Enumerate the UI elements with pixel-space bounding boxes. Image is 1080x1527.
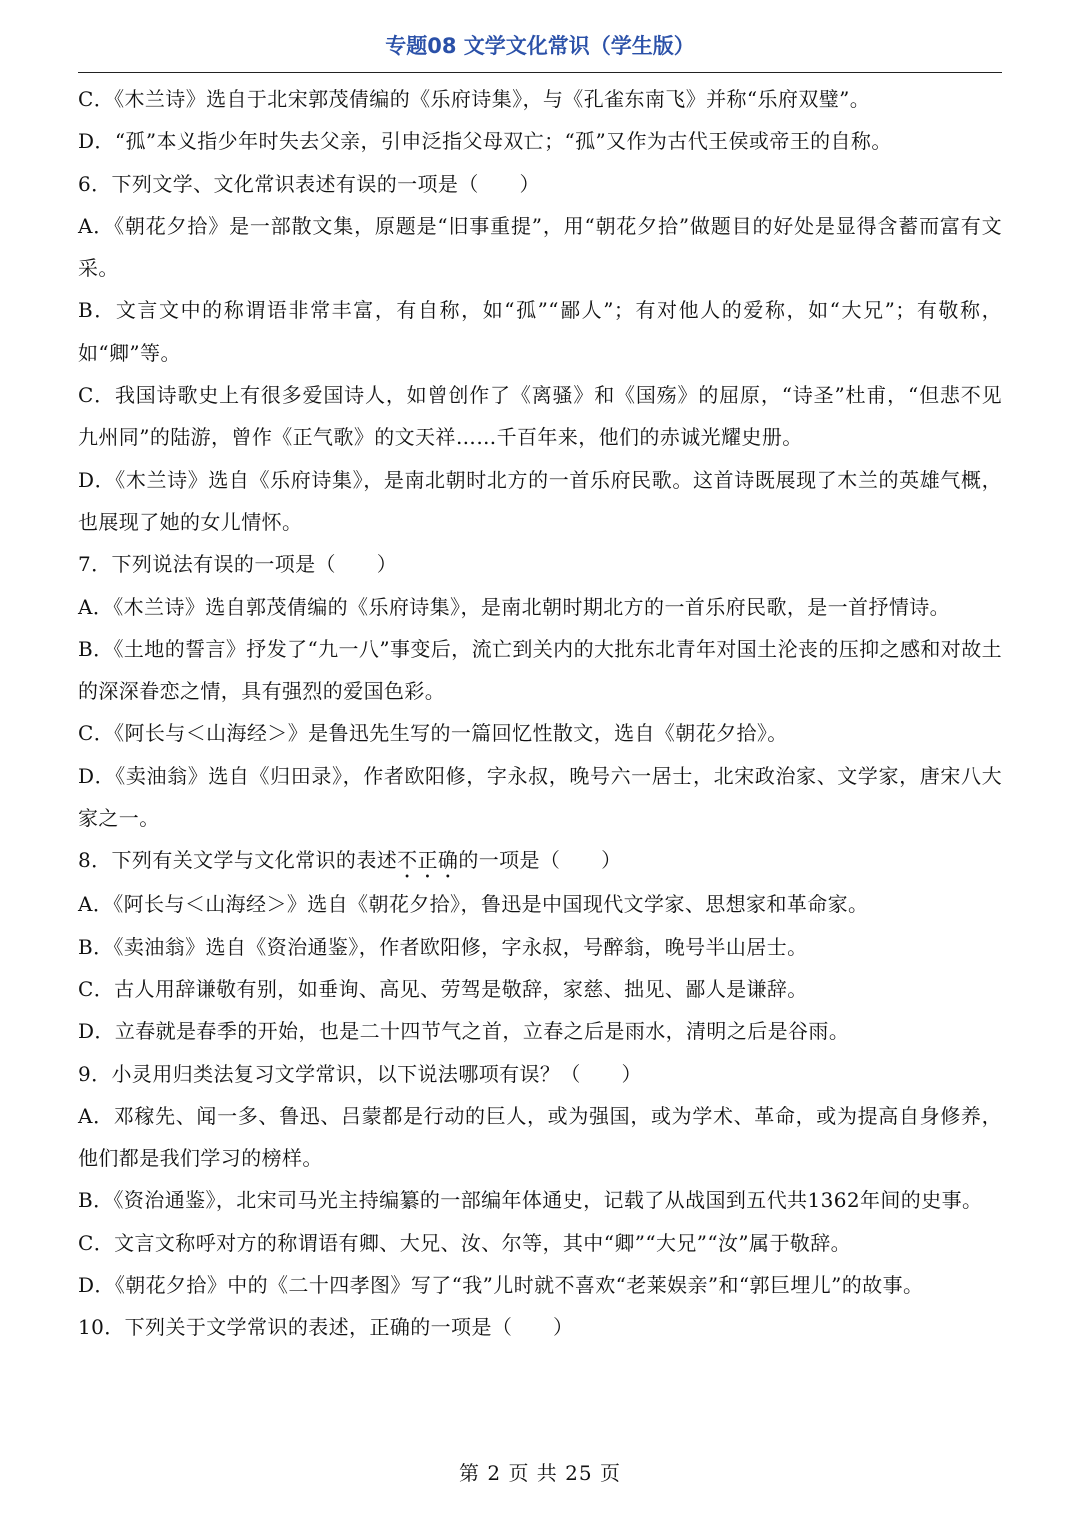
q8-option-b: B．《卖油翁》选自《资治通鉴》，作者欧阳修，字永叔，号醉翁，晚号半山居士。 (78, 934, 808, 959)
q9-option-a: A．邓稼先、闻一多、鲁迅、吕蒙都是行动的巨人，或为强国，或为学术、革命，或为提高自身修养，他们都是我们学习的榜样。 (78, 1103, 1002, 1171)
question-content (78, 78, 1002, 1349)
q9-option-d: D．《朝花夕拾》中的《二十四孝图》写了“我”儿时就不喜欢“老莱娱亲”和“郭巨埋儿”的故事。 (78, 1273, 924, 1298)
q7-option-a: A．《木兰诗》选自郭茂倩编的《乐府诗集》，是南北朝时期北方的一首乐府民歌，是一首抒情诗。 (78, 594, 951, 619)
q6-option-b: B．文言文中的称谓语非常丰富，有自称，如“孤”“鄙人”；有对他人的爱称，如“大兄”；有敬称，如“卿”等。 (78, 298, 1002, 365)
page-header-title: 专题08 文学文化常识（学生版） (385, 34, 695, 58)
q7-option-c: C．《阿长与＜山海经＞》是鲁迅先生写的一篇回忆性散文，选自《朝花夕拾》。 (78, 721, 788, 746)
header-rule (78, 72, 1002, 73)
q8-option-c: C．古人用辞谦敬有别，如垂询、高见、劳驾是敬辞，家慈、拙见、鄙人是谦辞。 (78, 976, 808, 1001)
question-6-stem: 6．下列文学、文化常识表述有误的一项是（ ） (78, 171, 540, 196)
question-8-stem (78, 839, 1002, 883)
question-10-stem: 10．下列关于文学常识的表述，正确的一项是（ ） (78, 1315, 574, 1340)
q8-option-a: A．《阿长与＜山海经＞》选自《朝花夕拾》，鲁迅是中国现代文学家、思想家和革命家。 (78, 892, 869, 917)
question-9-stem: 9．小灵用归类法复习文学常识，以下说法哪项有误？（ ） (78, 1061, 642, 1086)
q6-option-c: C．我国诗歌史上有很多爱国诗人，如曾创作了《离骚》和《国殇》的屈原，“诗圣”杜甫，“但悲不见九州同”的陆游，曾作《正气歌》的文天祥……千百年来，他们的赤诚光耀史册。 (78, 383, 1002, 450)
option-c-line: C．《木兰诗》选自于北宋郭茂倩编的《乐府诗集》，与《孔雀东南飞》并称“乐府双璧”。 (78, 87, 871, 111)
q9-option-b: B．《资治通鉴》，北宋司马光主持编纂的一部编年体通史，记载了从战国到五代共1362年间的史事。 (78, 1188, 983, 1213)
page-number: 第 2 页 共 25 页 (459, 1461, 621, 1485)
q8-emphasis-text: 不正确 (397, 848, 459, 873)
q8-option-d: D．立春就是春季的开始，也是二十四节气之首，立春之后是雨水，清明之后是谷雨。 (78, 1019, 850, 1044)
q6-option-d: D．《木兰诗》选自《乐府诗集》，是南北朝时北方的一首乐府民歌。这首诗既展现了木兰的英雄气概，也展现了她的女儿情怀。 (78, 467, 1002, 534)
q6-option-a: A．《朝花夕拾》是一部散文集，原题是“旧事重提”，用“朝花夕拾”做题目的好处是显得含蓄而富有文采。 (78, 213, 1002, 281)
q8-stem-part1: 8．下列有关文学与文化常识的表述 (78, 848, 398, 873)
q7-option-b: B．《土地的誓言》抒发了“九一八”事变后，流亡到关内的大批东北青年对国土沦丧的压抑之感和对故土的深深眷恋之情，具有强烈的爱国色彩。 (78, 636, 1002, 704)
q8-stem-part2: 的一项是（ ） (458, 848, 622, 873)
question-7-stem: 7．下列说法有误的一项是（ ） (78, 552, 398, 577)
option-d-line: D．“孤”本义指少年时失去父亲，引申泛指父母双亡；“孤”又作为古代王侯或帝王的自称。 (78, 129, 892, 154)
q7-option-d: D．《卖油翁》选自《归田录》，作者欧阳修，字永叔，晚号六一居士，北宋政治家、文学家，唐宋八大家之一。 (78, 763, 1002, 831)
q9-option-c: C．文言文称呼对方的称谓语有卿、大兄、汝、尔等，其中“卿”“大兄”“汝”属于敬辞。 (78, 1230, 852, 1255)
